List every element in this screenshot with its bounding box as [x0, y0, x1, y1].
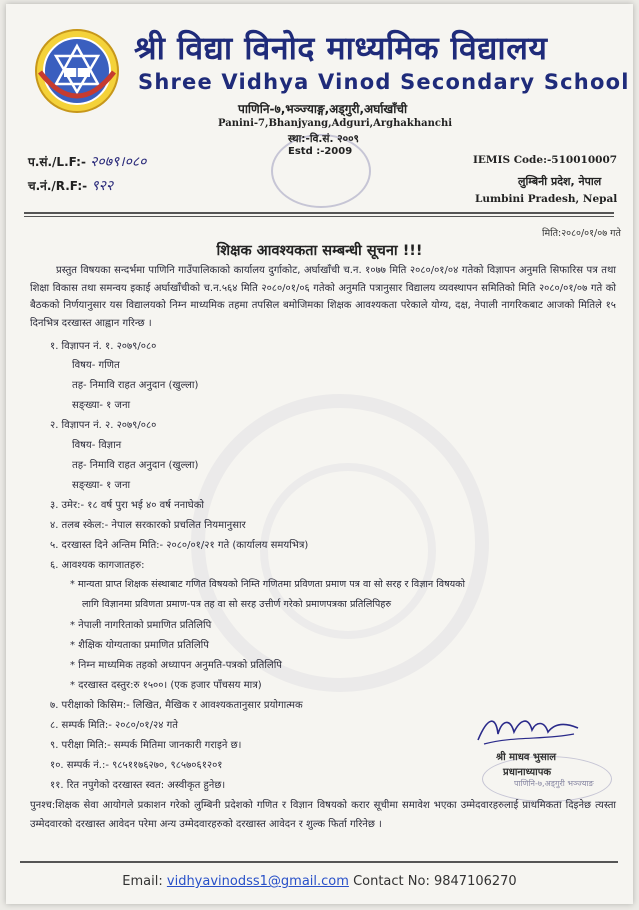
letter-file-number	[28, 152, 146, 171]
established-english: Estd :-2009	[288, 146, 353, 157]
signatory-title: प्रधानाध्यापक	[503, 767, 552, 778]
footnote	[30, 796, 616, 834]
list-item: १. विज्ञापन नं. १. २०७९/०८०	[50, 341, 157, 352]
rf-value: ९२२	[91, 178, 114, 194]
province-nepali: लुम्बिनी प्रदेश, नेपाल	[518, 175, 602, 188]
list-item: * दरखास्त दस्तुर:रु १५००। (एक हजार पाँचसय मात्र)	[70, 680, 262, 691]
list-item: ७. परीक्षाको किसिम:- लिखित, मैखिक र आवश्यकतानुसार प्रयोगात्मक	[50, 700, 303, 711]
list-item: सङ्ख्या- १ जना	[72, 400, 131, 411]
list-item: ६. आवश्यक कागजातहरु:	[50, 560, 145, 571]
notice-title: शिक्षक आवश्यकता सम्बन्धी सूचना !!!	[216, 243, 423, 259]
list-item: लागि विज्ञानमा प्रविणता प्रमाण-पत्र तह वा सो सरह उत्तीर्ण गरेको प्रमाणपत्रका प्रतिलिपिहरु	[82, 599, 392, 610]
header-divider-thin	[24, 216, 614, 217]
intro-paragraph	[30, 262, 616, 332]
email-link[interactable]: vidhyavinodss1@gmail.com	[166, 874, 349, 889]
intro-paragraph-text: प्रस्तुत विषयका सन्दर्भमा पाणिनि गाउँपालिकाको कार्यालय दुर्गाकोट, अर्घाखाँची च.न. १०७७ मिति २०८०/०१/०४ गतेको विज्ञापन अनुमति सिफारिस पत्र तथा शिक्षा विकास तथा समन्वय इकाई अर्घाखाँचीको च.न.५६४ मिति २०८०/०१/०६ गतेको अनुमति पत्रानुसार विद्यालय व्यवस्थापन समितिको मिति २०८०/०१/०७ गते को बैठकको निर्णयानुसार यस विद्यालयको निम्न माध्यमिक तहमा तपसिल बमोजिमका शिक्षक आवश्यकता परेकाले योग्य, दक्ष, नेपाली नागरिकबाट आजको मितिले १५ दिनभित्र दरखास्त आह्वान गरिन्छ ।	[30, 265, 616, 329]
list-item: सङ्ख्या- १ जना	[72, 480, 131, 491]
signature-scribble	[474, 710, 584, 750]
list-item: * नेपाली नागरिताको प्रमाणित प्रतिलिपि	[70, 620, 212, 631]
list-item: ३. उमेर:- १८ वर्ष पुरा भई ४० वर्ष ननाघेको	[50, 500, 204, 511]
lf-label: प.सं./L.F:-	[28, 155, 86, 169]
province-english: Lumbini Pradesh, Nepal	[475, 193, 618, 205]
header-divider	[24, 212, 614, 214]
list-item: * शैक्षिक योग्यताका प्रमाणित प्रतिलिपि	[70, 640, 209, 651]
footer-contact	[6, 874, 633, 889]
contact-label: Contact No:	[353, 874, 430, 889]
list-item: ८. सम्पर्क मिति:- २०८०/०१/२४ गते	[50, 720, 178, 731]
list-item: ४. तलब स्केल:- नेपाल सरकारको प्रचलित नियमानुसार	[50, 520, 246, 531]
notice-date: मिति:२०८०/०१/०७ गते	[542, 228, 621, 239]
address-english: Panini-7,Bhanjyang,Adguri,Arghakhanchi	[218, 118, 453, 129]
letter-page	[6, 4, 633, 904]
list-item: विषय- गणित	[72, 360, 120, 371]
iemis-code: IEMIS Code:-510010007	[473, 154, 618, 166]
school-logo-icon	[34, 28, 120, 114]
reference-number	[28, 176, 113, 195]
list-item: ११. रित नपुगेको दरखास्त स्वत: अस्वीकृत हुनेछ।	[50, 780, 226, 791]
list-item: तह- निमावि राहत अनुदान (खुल्ला)	[72, 380, 199, 391]
signatory-name: श्री माधव भुसाल	[496, 752, 557, 763]
school-name-english: Shree Vidhya Vinod Secondary School	[138, 70, 630, 94]
school-name-nepali: श्री विद्या विनोद माध्यमिक विद्यालय	[134, 29, 548, 67]
footer-divider	[20, 861, 618, 863]
rf-label: च.नं./R.F:-	[28, 179, 88, 193]
list-item: तह- निमावि राहत अनुदान (खुल्ला)	[72, 460, 199, 471]
footnote-text: पुनश्च:शिक्षक सेवा आयोगले प्रकाशन गरेको लुम्बिनी प्रदेशको गणित र विज्ञान विषयको करार सूचीमा समावेश भएका उम्मेदवारहरुलाई प्राथमिकता दिइनेछ त्यस्ता उम्मेदवारको दरखास्त आवेदन परेमा अन्य उम्मेदवारहरुको दरखास्त आवेदन र शुल्क फिर्ता गरिनेछ ।	[30, 800, 616, 830]
list-item: विषय- विज्ञान	[72, 440, 122, 451]
list-item: * निम्न माध्यमिक तहको अध्यापन अनुमति-पत्रको प्रतिलिपि	[70, 660, 282, 671]
list-item: * मान्यता प्राप्त शिक्षक संस्थाबाट गणित विषयको निम्ति गणितमा प्रविणता प्रमाण पत्र वा सो सरह र विज्ञान विषयको	[70, 579, 466, 590]
lf-value: २०७९।०८०	[90, 154, 147, 170]
stamp-text: पाणिनि-७,अड्गुरी भञ्ज्याङ	[514, 779, 594, 788]
contact-number: 9847106270	[433, 874, 517, 889]
email-label: Email:	[122, 874, 163, 889]
established-nepali: स्था:-वि.सं. २००९	[288, 133, 359, 145]
list-item: १०. सम्पर्क नं.:- ९८५११७६२७०, ९८५७०६१२०१	[50, 760, 223, 771]
list-item: ९. परीक्षा मिति:- सम्पर्क मितिमा जानकारी गराइने छ।	[50, 740, 242, 751]
list-item: ५. दरखास्त दिने अन्तिम मिति:- २०८०/०१/२१ गते (कार्यालय समयभित्र)	[50, 540, 309, 551]
list-item: २. विज्ञापन नं. २. २०७९/०८०	[50, 420, 157, 431]
address-nepali: पाणिनि-७,भञ्ज्याङ्ग,अड्गुरी,अर्घाखाँची	[238, 102, 408, 116]
